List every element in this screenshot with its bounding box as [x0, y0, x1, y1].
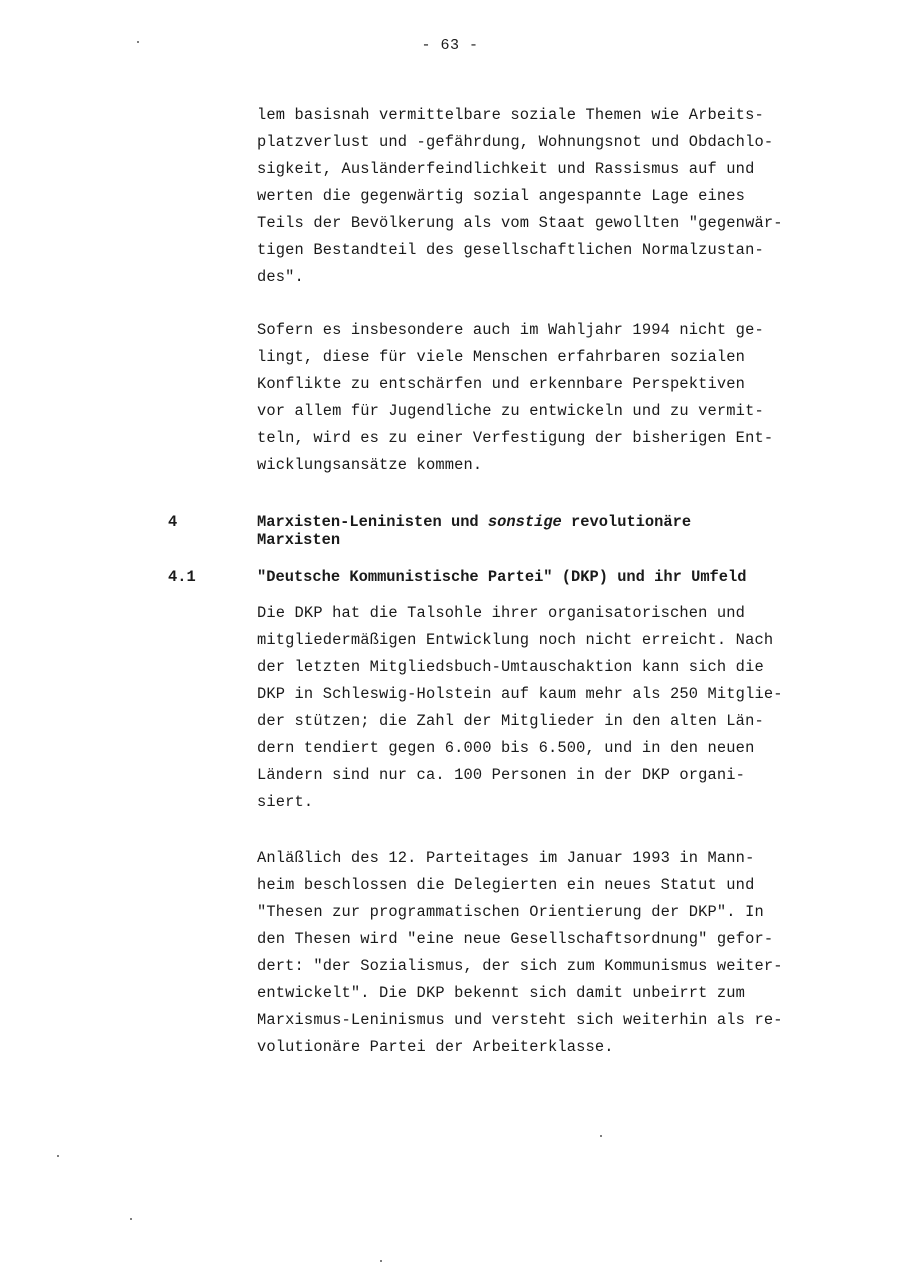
section-heading-4-part3: revolutionäre Marxisten — [257, 513, 692, 549]
scan-speck — [380, 1260, 382, 1262]
scan-speck — [137, 41, 139, 43]
paragraph-2: Sofern es insbesondere auch im Wahljahr 1994 nicht ge- lingt, diese für viele Menschen erfahrbaren sozialen Konflikte zu entschärfen und erkennbare Perspektiven vor allem für Jugendliche zu entwickeln und zu vermit- teln, wird es zu einer Verfestigung der bisherigen Ent- wicklungsansätze kommen. — [257, 321, 774, 474]
paragraph-3: Die DKP hat die Talsohle ihrer organisatorischen und mitgliedermäßigen Entwicklung noch nicht erreicht. Nach der letzten Mitgliedsbuch-Umtauschaktion kann sich die DKP in Schleswig-Holstein auf kaum mehr als 250 Mitglie- der stützen; die Zahl der Mitglieder in den alten Län- dern tendiert gegen 6.000 bis 6.500, und in den neuen Ländern sind nur ca. 100 Personen in der DKP organi- siert. — [257, 604, 783, 811]
section-number-4: 4 — [168, 513, 178, 531]
scan-speck — [130, 1218, 132, 1220]
paragraph-4: Anläßlich des 12. Parteitages im Januar 1993 in Mann- heim beschlossen die Delegierten ein neues Statut und "Thesen zur programmatischen Orientierung der DKP". In den Thesen wird "eine neue Gesellschaftsordnung" gefor- dert: "der Sozialismus, der sich zum Kommunismus weiter- entwickelt". Die DKP bekennt sich damit unbeirrt zum Marxismus-Leninismus und versteht sich weiterhin als re- volutionäre Partei der Arbeiterklasse. — [257, 849, 783, 1056]
scan-speck — [600, 1135, 602, 1137]
section-number-4-1: 4.1 — [168, 568, 196, 586]
section-heading-4-italic: sonstige — [487, 513, 562, 531]
section-heading-4-1: "Deutsche Kommunistische Partei" (DKP) und ihr Umfeld — [257, 568, 747, 586]
section-heading-4 — [257, 513, 877, 549]
paragraph-1: lem basisnah vermittelbare soziale Themen wie Arbeits- platzverlust und -gefährdung, Wohnungsnot und Obdachlo- sigkeit, Ausländerfeindlichkeit und Rassismus auf und werten die gegenwärtig sozial angespannte Lage eines Teils der Bevölkerung als vom Staat gewollten "gegenwär- tigen Bestandteil des gesellschaftlichen Normalzustan- des". — [257, 106, 783, 286]
section-heading-4-part1: Marxisten-Leninisten und — [257, 513, 488, 531]
scan-speck — [57, 1155, 59, 1157]
page-number: - 63 - — [421, 37, 479, 54]
